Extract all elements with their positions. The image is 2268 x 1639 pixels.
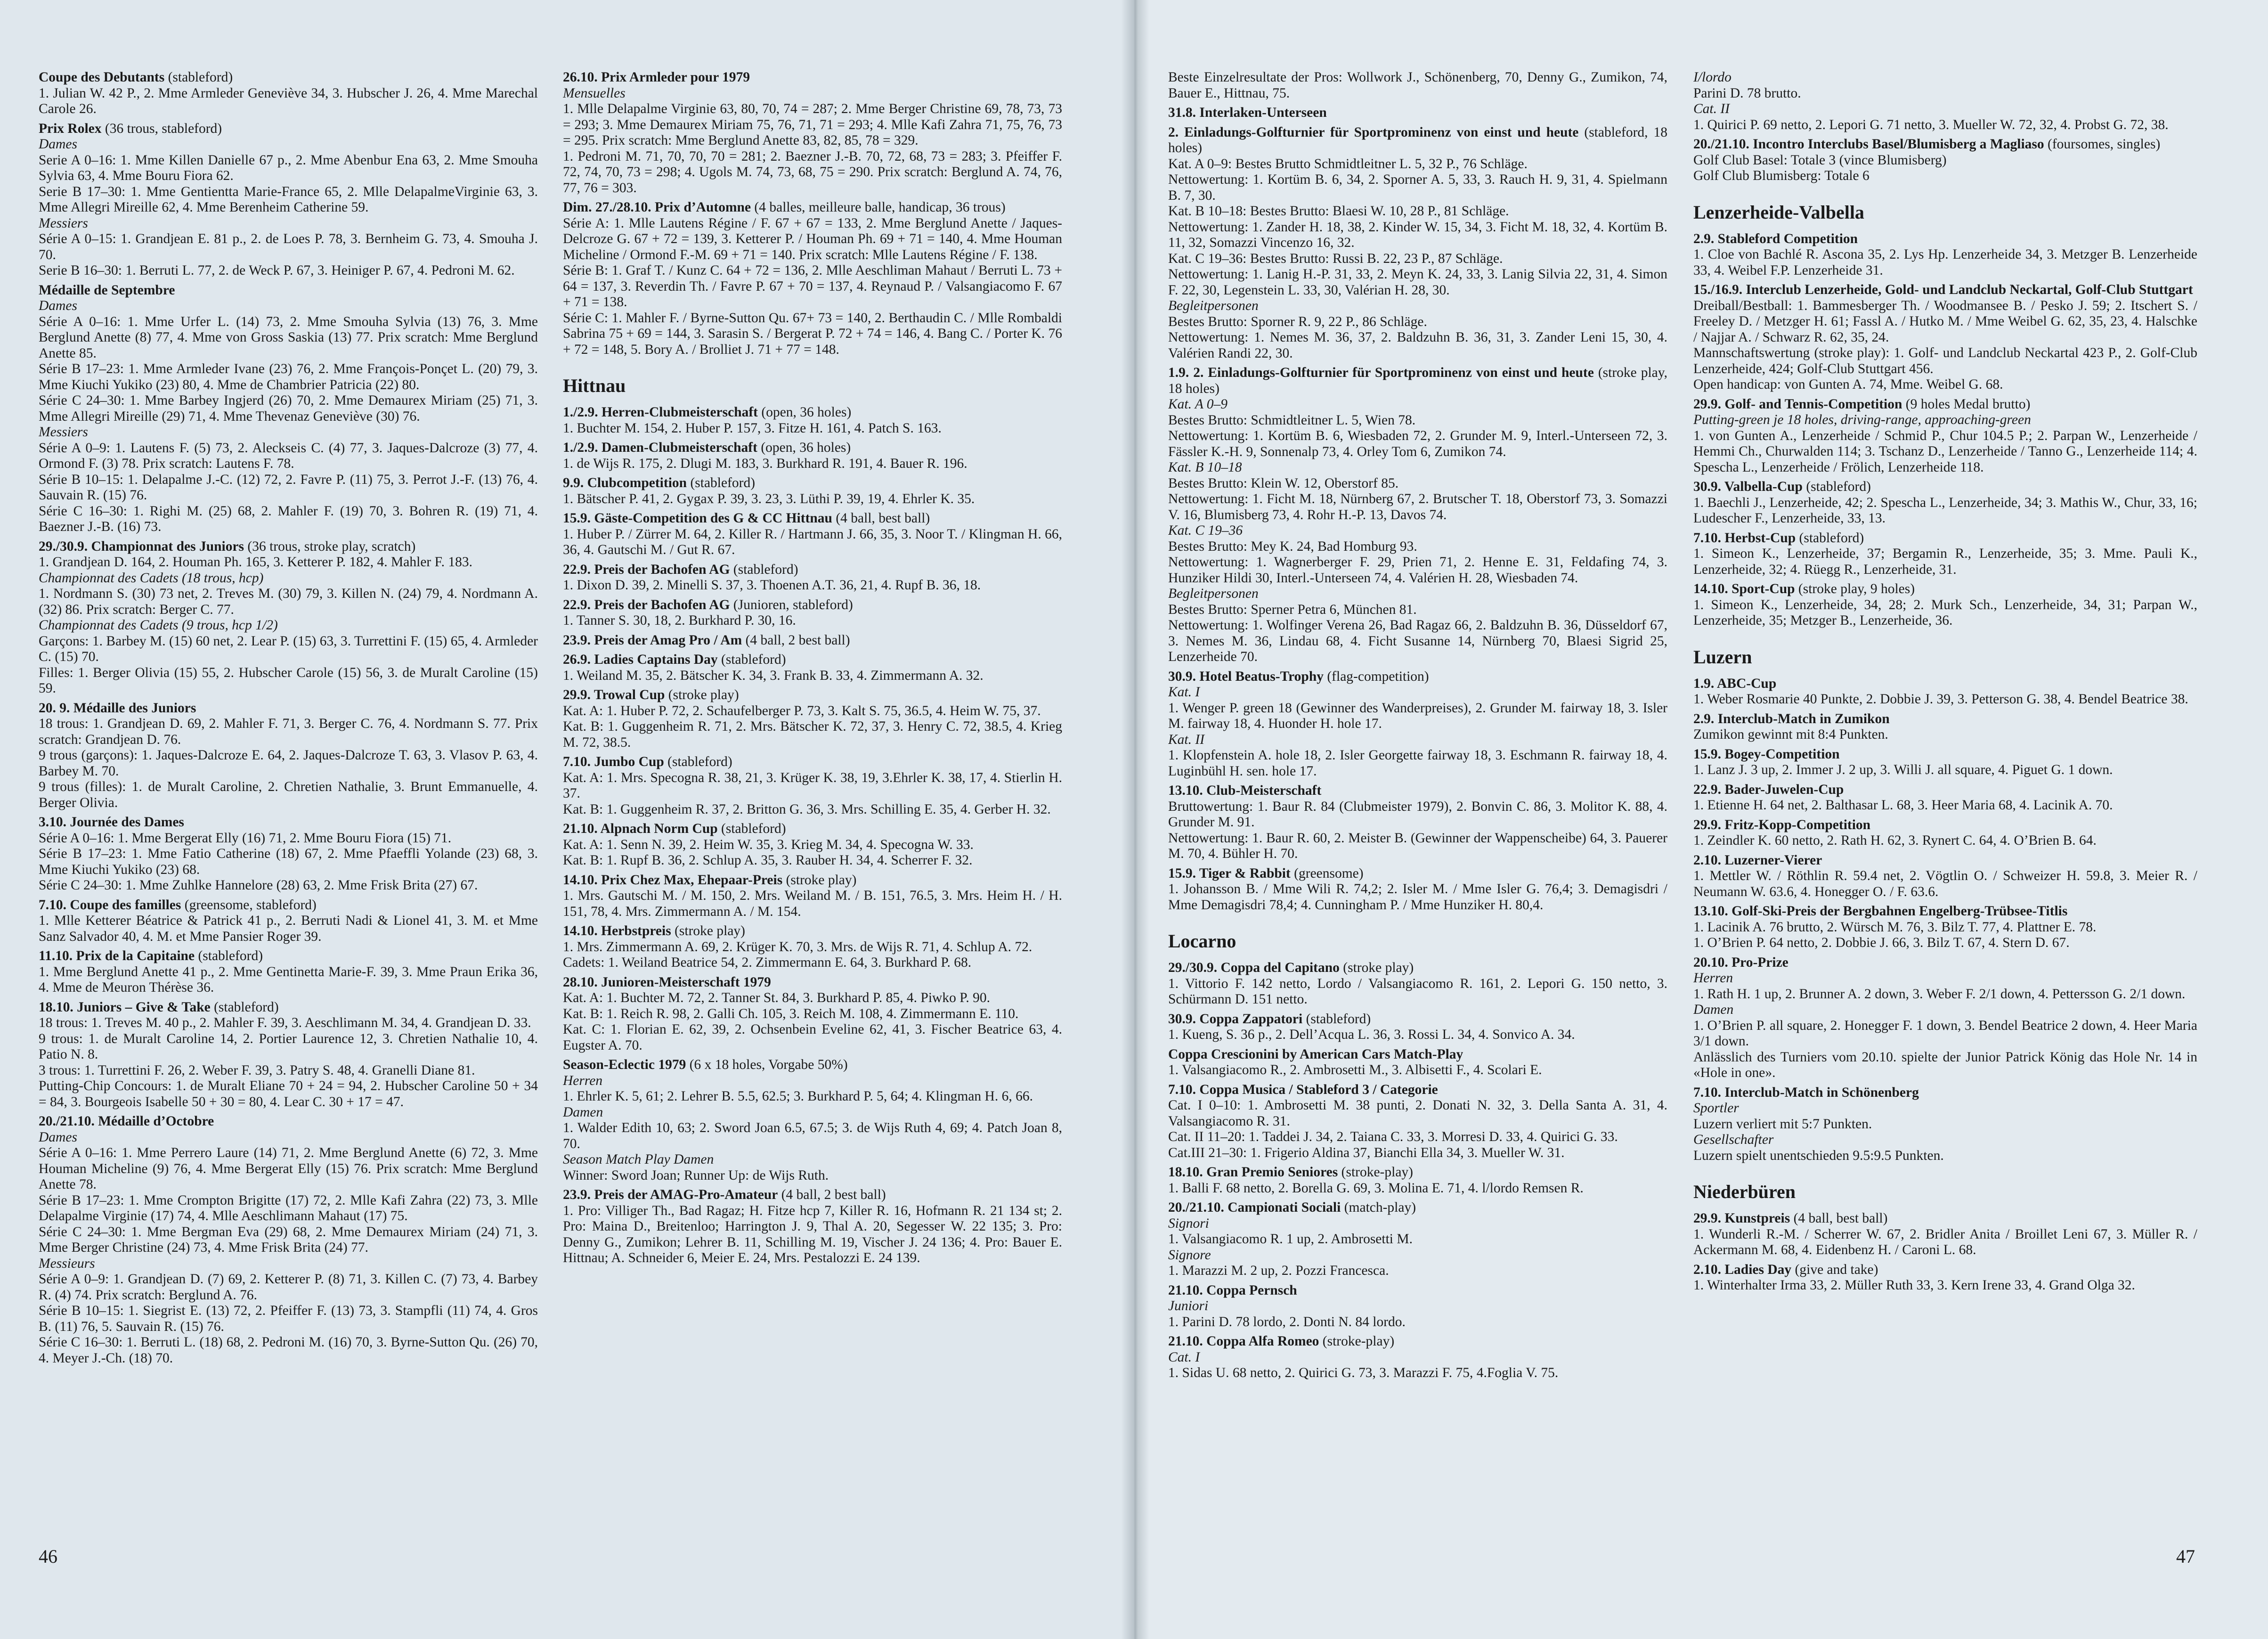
- entry-heading: 20./21.10. Campionati Sociali (match-play): [1168, 1200, 1416, 1215]
- result-line: Nettowertung: 1. Zander H. 18, 38, 2. Kinder W. 15, 34, 3. Ficht M. 18, 32, 4. Kortüm B. 11, 32, Somazzi Vincenzo 16, 32.: [1168, 219, 1667, 250]
- page-number-right: 47: [2176, 1546, 2195, 1567]
- result-line: 1. Mrs. Gautschi M. / M. 150, 2. Mrs. Weiland M. / B. 151, 76.5, 3. Mrs. Heim H. / H. 151, 78, 4. Mrs. Zimmermann A. / M. 154.: [563, 888, 1062, 919]
- result-line: 1. Tanner S. 30, 18, 2. Burkhard P. 30, 16.: [563, 613, 796, 628]
- entry-heading: 14.10. Herbstpreis (stroke play): [563, 923, 745, 938]
- category-label: Damen: [563, 1104, 603, 1120]
- result-line: Serie B 17–30: 1. Mme Gentientta Marie-France 65, 2. Mlle DelapalmeVirginie 63, 3. Mme Allegri Mireille 62, 4. Mme Berenheim Catherine 59.: [39, 184, 538, 215]
- results-entry: [1693, 904, 2197, 951]
- result-line: 1. Johansson B. / Mme Wili R. 74,2; 2. Isler M. / Mme Isler G. 76,4; 3. Demagisdri / Mme Demagisdri 78,4; 4. Cunningham P. / Mme Hunziker H. 80,4.: [1168, 881, 1667, 913]
- entry-heading: 7.10. Interclub-Match in Schönenberg: [1693, 1085, 1919, 1100]
- page-number-left: 46: [39, 1546, 57, 1567]
- category-label: Gesellschafter: [1693, 1132, 1774, 1147]
- result-line: 1. Simeon K., Lenzerheide, 37; Bergamin R., Lenzerheide, 35; 3. Mme. Pauli K., Lenzerheide, 32; 4. Rüegg R., Lenzerheide, 31.: [1693, 546, 2197, 577]
- result-line: Série B 10–15: 1. Delapalme J.-C. (12) 72, 2. Favre P. (11) 75, 3. Perrot J.-F. (13) 76, 4. Sauvain R. (15) 76.: [39, 472, 538, 503]
- result-line: 1. Buchter M. 154, 2. Huber P. 157, 3. Fitze H. 161, 4. Patch S. 163.: [563, 420, 942, 436]
- section-heading: Niederbüren: [1693, 1181, 1796, 1202]
- category-label: Herren: [1693, 970, 1733, 986]
- results-entry: [1693, 397, 2197, 476]
- results-entry: [1168, 960, 1667, 1008]
- result-line: Série A 0–9: 1. Lautens F. (5) 73, 2. Aleckseis C. (4) 77, 3. Jaques-Dalcroze (3) 77, 4. Ormond F. (3) 78. Prix scratch: Lautens F. 78.: [39, 440, 538, 471]
- entry-heading: 21.10. Coppa Pernsch: [1168, 1282, 1297, 1298]
- entry-heading: 15.9. Bogey-Competition: [1693, 746, 1840, 762]
- result-line: 1. O’Brien P. all square, 2. Honegger F. 1 down, 3. Bendel Beatrice 2 down, 4. Heer Maria 3/1 down.: [1693, 1018, 2197, 1049]
- entry-heading: 13.10. Golf-Ski-Preis der Bergbahnen Engelberg-Trübsee-Titlis: [1693, 904, 2068, 919]
- entry-heading: 18.10. Gran Premio Seniores (stroke-play): [1168, 1165, 1413, 1180]
- result-line: 1. Grandjean D. 164, 2. Houman Ph. 165, 3. Ketterer P. 182, 4. Mahler F. 183.: [39, 554, 473, 570]
- entry-heading: 3.10. Journée des Dames: [39, 815, 184, 830]
- category-label: Kat. B 10–18: [1168, 460, 1242, 475]
- entry-heading: 1.9. ABC-Cup: [1693, 676, 1777, 691]
- results-entry: [563, 405, 1062, 436]
- entry-heading: 28.10. Junioren-Meisterschaft 1979: [563, 974, 771, 990]
- result-line: Kat. B: 1. Reich R. 98, 2. Galli Ch. 105, 3. Reich M. 108, 4. Zimmermann E. 110.: [563, 1006, 1019, 1021]
- result-line: 1. Dixon D. 39, 2. Minelli S. 37, 3. Thoenen A.T. 36, 21, 4. Rupf B. 36, 18.: [563, 578, 981, 593]
- result-line: 1. Cloe von Bachlé R. Ascona 35, 2. Lys Hp. Lenzerheide 34, 3. Metzger B. Lenzerheide 33, 4. Weibel F.P. Lenzerheide 31.: [1693, 247, 2197, 278]
- result-line: 1. Mlle Delapalme Virginie 63, 80, 70, 74 = 287; 2. Mme Berger Christine 69, 78, 73, 73 = 293; 3. Mme Demaurex Miriam 75, 76, 71, 71 = 293; 4. Mlle Kafi Zahra 71, 75, 76, 73 = 295. Prix scratch: Mme Berglund Anette 83, 82, 85, 78 = 329.: [563, 101, 1062, 148]
- results-entry: [39, 1114, 538, 1366]
- results-entry: [1168, 1011, 1667, 1043]
- result-line: 1. Nordmann S. (30) 73 net, 2. Treves M. (30) 79, 3. Killen N. (24) 79, 4. Nordmann A. (32) 86. Prix scratch: Berger C. 77.: [39, 586, 538, 617]
- result-line: Série C 24–30: 1. Mme Barbey Ingjerd (26) 70, 2. Mme Demaurex Miriam (25) 71, 3. Mme Allegri Mireille (29) 71, 4. Mme Thevenaz Geneviève (30) 76.: [39, 393, 538, 424]
- category-label: Dames: [39, 298, 77, 313]
- entry-heading: 26.9. Ladies Captains Day (stableford): [563, 652, 786, 667]
- result-line: Bestes Brutto: Klein W. 12, Oberstorf 85.: [1168, 475, 1399, 491]
- book-gutter: [1121, 0, 1149, 1639]
- result-line: Open handicap: von Gunten A. 74, Mme. Weibel G. 68.: [1693, 377, 2003, 392]
- column-2: [563, 70, 1062, 1270]
- result-line: Nettowertung: 1. Kortüm B. 6, 34, 2. Sporner A. 5, 33, 3. Rauch H. 9, 31, 4. Spielmann B. 7, 30.: [1168, 172, 1667, 203]
- entry-heading: 30.9. Coppa Zappatori (stableford): [1168, 1011, 1371, 1027]
- results-entry: [1693, 711, 2197, 743]
- results-entry: [1168, 866, 1667, 913]
- result-line: Dreiball/Bestball: 1. Bammesberger Th. / Woodmansee B. / Pesko J. 59; 2. Itschert S. / Freeley D. / Metzger H. 61; Fassl A. / Hutko M. / Mme Weibel G. 62, 35, 23, 4. Halschke / Najjar A. / Schwarz R. 62, 35, 24.: [1693, 298, 2197, 345]
- results-entry: [1168, 1047, 1667, 1078]
- result-line: 1. Weber Rosmarie 40 Punkte, 2. Dobbie J. 39, 3. Petterson G. 38, 4. Bendel Beatrice 38.: [1693, 692, 2188, 707]
- result-line: Série B 10–15: 1. Siegrist E. (13) 72, 2. Pfeiffer F. (13) 73, 3. Stampfli (11) 74, 4. Gros B. (11) 76, 5. Sauvain R. (15) 76.: [39, 1303, 538, 1334]
- results-entry: [1168, 1334, 1667, 1381]
- result-line: Série A: 1. Mlle Lautens Régine / F. 67 + 67 = 133, 2. Mme Berglund Anette / Jaques-Delcroze G. 67 + 72 = 139, 3. Ketterer P. / Houman Ph. 69 + 71 = 140, 4. Mme Houman Micheline / Ormond F.-M. 69 + 71 = 140. Prix scratch: Mlle Lautens Régine / F. 138.: [563, 215, 1062, 262]
- entry-heading: 22.9. Preis der Bachofen AG (stableford): [563, 562, 798, 577]
- category-label: Cat. II: [1693, 101, 1730, 116]
- results-entry: [563, 754, 1062, 817]
- results-entry: [1693, 1262, 2197, 1294]
- result-line: 1. Wunderli R.-M. / Scherrer W. 67, 2. Bridler Anita / Broillet Leni 67, 3. Müller R. / Ackermann M. 68, 4. Eidenbenz H. / Caroni L. 68.: [1693, 1226, 2197, 1257]
- category-label: Putting-green je 18 holes, driving-range, approaching-green: [1693, 412, 2031, 427]
- result-line: Série C: 1. Mahler F. / Byrne-Sutton Qu. 67+ 73 = 140, 2. Berthaudin C. / Mlle Rombaldi Sabrina 75 + 69 = 144, 3. Sarasin S. / Bergerat P. 72 + 74 = 146, 4. Bang C. / Porter K. 76 + 72 = 148, 5. Bory A. / Brolliet J. 71 + 77 = 148.: [563, 310, 1062, 357]
- entry-heading: 22.9. Bader-Juwelen-Cup: [1693, 782, 1844, 797]
- result-line: Série A 0–16: 1. Mme Urfer L. (14) 73, 2. Mme Smouha Sylvia (13) 76, 3. Mme Berglund Anette (8) 77, 4. Mme von Gross Saskia (13) 77. Prix scratch: Mme Berglund Anette 85.: [39, 314, 538, 361]
- entry-heading: 21.10. Alpnach Norm Cup (stableford): [563, 821, 786, 836]
- category-label: Championnat des Cadets (9 trous, hcp 1/2): [39, 618, 278, 633]
- entry-heading: 22.9. Preis der Bachofen AG (Junioren, stableford): [563, 597, 853, 612]
- result-line: 1. Parini D. 78 lordo, 2. Donti N. 84 lordo.: [1168, 1314, 1406, 1329]
- entry-heading: 29./30.9. Coppa del Capitano (stroke play): [1168, 960, 1414, 975]
- category-label: Championnat des Cadets (18 trous, hcp): [39, 570, 264, 586]
- results-entry: [563, 200, 1062, 358]
- entry-heading: Coppa Crescionini by American Cars Match-Play: [1168, 1046, 1463, 1062]
- entry-heading: 7.10. Coupe des familles (greensome, stableford): [39, 897, 317, 913]
- result-line: 1. Lanz J. 3 up, 2. Immer J. 2 up, 3. Willi J. all square, 4. Piguet G. 1 down.: [1693, 762, 2113, 777]
- results-entry: [1693, 676, 2197, 708]
- entry-heading: 26.10. Prix Armleder pour 1979: [563, 70, 750, 85]
- entry-heading: Dim. 27./28.10. Prix d’Automne (4 balles, meilleure balle, handicap, 36 trous): [563, 200, 1006, 215]
- result-line: Kat. A 0–9: Bestes Brutto Schmidtleitner L. 5, 32 P., 76 Schläge.: [1168, 156, 1528, 171]
- results-entry: [39, 121, 538, 279]
- result-line: Série C 24–30: 1. Mme Zuhlke Hannelore (28) 63, 2. Mme Frisk Brita (27) 67.: [39, 878, 478, 893]
- column-1: [39, 70, 538, 1370]
- results-entry: [563, 923, 1062, 971]
- category-label: Begleitpersonen: [1168, 586, 1259, 601]
- result-line: Kat. A: 1. Buchter M. 72, 2. Tanner St. 84, 3. Burkhard P. 85, 4. Piwko P. 90.: [563, 990, 990, 1005]
- result-line: 1. Lacinik A. 76 brutto, 2. Würsch M. 76, 3. Bilz T. 77, 4. Plattner E. 78.: [1693, 919, 2097, 935]
- entry-heading: 2.9. Stableford Competition: [1693, 231, 1858, 246]
- result-line: Kat. C 19–36: Bestes Brutto: Russi B. 22, 23 P., 87 Schläge.: [1168, 251, 1503, 266]
- result-line: 1. Etienne H. 64 net, 2. Balthasar L. 68, 3. Heer Maria 68, 4. Lacinik A. 70.: [1693, 798, 2113, 813]
- result-line: 1. Simeon K., Lenzerheide, 34, 28; 2. Murk Sch., Lenzerheide, 34, 31; Parpan W., Lenzerheide, 35; Metzger B., Lenzerheide, 36.: [1693, 597, 2197, 628]
- results-entry: [39, 70, 538, 117]
- result-line: Bestes Brutto: Sporner R. 9, 22 P., 86 Schläge.: [1168, 314, 1427, 329]
- category-label: Kat. C 19–36: [1168, 523, 1243, 538]
- result-line: Série B 17–23: 1. Mme Armleder Ivane (23) 76, 2. Mme François-Ponçet L. (20) 79, 3. Mme Kiuchi Yukiko (23) 80, 4. Mme de Chambrier Patricia (22) 80.: [39, 361, 538, 392]
- result-line: Golf Club Basel: Totale 3 (vince Blumisberg): [1693, 152, 1947, 168]
- results-entry: [1168, 105, 1667, 121]
- entry-heading: Prix Rolex (36 trous, stableford): [39, 121, 222, 136]
- result-line: Kat. B 10–18: Bestes Brutto: Blaesi W. 10, 28 P., 81 Schläge.: [1168, 204, 1509, 219]
- entry-heading: 20. 9. Médaille des Juniors: [39, 700, 196, 716]
- entry-heading: 15.9. Tiger & Rabbit (greensome): [1168, 865, 1364, 881]
- entry-heading: 30.9. Valbella-Cup (stableford): [1693, 479, 1871, 494]
- result-line: Série A 0–16: 1. Mme Bergerat Elly (16) 71, 2. Mme Bouru Fiora (15) 71.: [39, 830, 452, 846]
- entry-heading: 2.10. Luzerner-Vierer: [1693, 852, 1822, 868]
- result-line: Série A 0–15: 1. Grandjean E. 81 p., 2. de Loes P. 78, 3. Bernheim G. 73, 4. Smouha J. 70.: [39, 231, 538, 262]
- result-line: Luzern verliert mit 5:7 Punkten.: [1693, 1116, 1872, 1132]
- category-label: Messiers: [39, 424, 88, 440]
- result-line: 1. Mrs. Zimmermann A. 69, 2. Krüger K. 70, 3. Mrs. de Wijs R. 71, 4. Schlup A. 72.: [563, 939, 1032, 954]
- section-heading: Locarno: [1168, 930, 1236, 952]
- result-line: Kat. C: 1. Florian E. 62, 39, 2. Ochsenbein Eveline 62, 41, 3. Fischer Beatrice 63, 4. Eugster A. 70.: [563, 1022, 1062, 1053]
- results-entry: [563, 597, 1062, 629]
- entry-heading: 14.10. Prix Chez Max, Ehepaar-Preis (stroke play): [563, 872, 857, 888]
- results-entry: [39, 1000, 538, 1110]
- results-entry: [39, 539, 538, 697]
- result-line: Kat. B: 1. Rupf B. 36, 2. Schlup A. 35, 3. Rauber H. 34, 4. Scherrer F. 32.: [563, 853, 973, 868]
- entry-heading: 18.10. Juniors – Give & Take (stableford): [39, 999, 279, 1015]
- category-label: Herren: [563, 1073, 603, 1088]
- results-entry: [39, 283, 538, 535]
- results-entry: [1693, 530, 2197, 578]
- results-entry: [1693, 282, 2197, 393]
- entry-heading: 7.10. Jumbo Cup (stableford): [563, 754, 732, 769]
- category-label: Mensuelles: [563, 85, 626, 101]
- result-line: 9 trous: 1. de Muralt Caroline 14, 2. Portier Laurence 12, 3. Chretien Nathalie 10, 4. Patio N. 8.: [39, 1031, 538, 1062]
- result-line: Filles: 1. Berger Olivia (15) 55, 2. Hubscher Carole (15) 56, 3. de Muralt Caroline (15) 59.: [39, 665, 538, 696]
- result-line: 1. Walder Edith 10, 63; 2. Sword Joan 6.5, 67.5; 3. de Wijs Ruth 4, 69; 4. Patch Joan 8, 70.: [563, 1120, 1062, 1151]
- result-line: Putting-Chip Concours: 1. de Muralt Eliane 70 + 24 = 94, 2. Hubscher Caroline 50 + 34 = 84, 3. Bourgeois Isabelle 50 + 30 = 80, 4. Lear C. 30 + 17 = 47.: [39, 1078, 538, 1109]
- result-line: 1. Baechli J., Lenzerheide, 42; 2. Spescha L., Lenzerheide, 34; 3. Mathis W., Chur, 33, 16; Ludescher F., Lenzerheide, 33, 13.: [1693, 495, 2197, 526]
- results-entry: [563, 975, 1062, 1054]
- result-line: 1. Pedroni M. 71, 70, 70, 70 = 281; 2. Baezner J.-B. 70, 72, 68, 73 = 283; 3. Pfeiffer F. 72, 74, 70, 73 = 298; 4. Ugols M. 74, 73, 68, 75 = 290. Prix scratch: Berglund A. 74, 76, 77, 76 = 303.: [563, 148, 1062, 196]
- entry-heading: 11.10. Prix de la Capitaine (stableford): [39, 948, 263, 963]
- result-line: Serie B 16–30: 1. Berruti L. 77, 2. de Weck P. 67, 3. Heiniger P. 67, 4. Pedroni M. 62.: [39, 263, 515, 278]
- results-entry: [1693, 137, 2197, 184]
- result-line: Cat. I 0–10: 1. Ambrosetti M. 38 punti, 2. Donati N. 32, 3. Della Santa A. 31, 4. Valsangiacomo R. 31.: [1168, 1098, 1667, 1129]
- result-line: Golf Club Blumisberg: Totale 6: [1693, 168, 1870, 183]
- result-line: 1. Vittorio F. 142 netto, Lordo / Valsangiacomo R. 161, 2. Lepori G. 150 netto, 3. Schürmann D. 151 netto.: [1168, 976, 1667, 1007]
- results-entry: [563, 633, 1062, 649]
- result-line: 1. Weiland M. 35, 2. Bätscher K. 34, 3. Frank B. 33, 4. Zimmermann A. 32.: [563, 668, 984, 683]
- result-line: 18 trous: 1. Grandjean D. 69, 2. Mahler F. 71, 3. Berger C. 76, 4. Nordmann S. 77. Prix scratch: Grandjean D. 76.: [39, 716, 538, 747]
- result-line: 1. Zeindler K. 60 netto, 2. Rath H. 62, 3. Rynert C. 64, 4. O’Brien B. 64.: [1693, 833, 2097, 848]
- results-entry: [1168, 783, 1667, 862]
- result-line: 1. Mlle Ketterer Béatrice & Patrick 41 p., 2. Berruti Nadi & Lionel 41, 3. M. et Mme Sanz Salvador 40, 4. M. et Mme Pansier Roger 39.: [39, 913, 538, 944]
- results-entry: [563, 475, 1062, 507]
- column-4: [1693, 70, 2197, 1297]
- result-line: Nettowertung: 1. Nemes M. 36, 37, 2. Baldzuhn B. 36, 31, 3. Zander Leni 15, 30, 4. Valérien Randi 22, 30.: [1168, 330, 1667, 361]
- category-label: Season Match Play Damen: [563, 1152, 714, 1167]
- results-entry: [1168, 1283, 1667, 1330]
- entry-heading: 29./30.9. Championnat des Juniors (36 trous, stroke play, scratch): [39, 538, 416, 554]
- result-line: Cadets: 1. Weiland Beatrice 54, 2. Zimmermann E. 64, 3. Burkhard P. 68.: [563, 955, 972, 970]
- entry-heading: 29.9. Golf- and Tennis-Competition (9 holes Medal brutto): [1693, 396, 2031, 412]
- results-entry: [1168, 669, 1667, 780]
- category-label: Dames: [39, 137, 77, 152]
- result-line: Série C 16–30: 1. Righi M. (25) 68, 2. Mahler F. (19) 70, 3. Bohren R. (19) 71, 4. Baezner J.-B. (16) 73.: [39, 503, 538, 534]
- results-entry: [1693, 782, 2197, 814]
- results-entry: [1693, 747, 2197, 778]
- entry-heading: 23.9. Preis der Amag Pro / Am (4 ball, 2 best ball): [563, 632, 850, 648]
- result-line: 1. Huber P. / Zürrer M. 64, 2. Killer R. / Hartmann J. 66, 35, 3. Noor T. / Klingman H. 66, 36, 4. Gautschi M. / Gut R. 67.: [563, 526, 1062, 557]
- entry-heading: 23.9. Preis der AMAG-Pro-Amateur (4 ball, 2 best ball): [563, 1187, 886, 1202]
- result-line: Bestes Brutto: Schmidtleitner L. 5, Wien 78.: [1168, 412, 1416, 428]
- results-entry: [39, 815, 538, 894]
- results-entry: [1168, 1200, 1667, 1279]
- category-label: Kat. A 0–9: [1168, 397, 1227, 412]
- entry-heading: 29.9. Fritz-Kopp-Competition: [1693, 817, 1871, 832]
- results-entry: [39, 948, 538, 996]
- result-line: Anlässlich des Turniers vom 20.10. spielte der Junior Patrick König das Hole Nr. 14 in «Hole in one».: [1693, 1049, 2197, 1080]
- result-line: 1. Sidas U. 68 netto, 2. Quirici G. 73, 3. Marazzi F. 75, 4.Foglia V. 75.: [1168, 1365, 1559, 1380]
- result-line: 1. Rath H. 1 up, 2. Brunner A. 2 down, 3. Weber F. 2/1 down, 4. Pettersson G. 2/1 down.: [1693, 986, 2186, 1002]
- section-heading: Hittnau: [563, 375, 626, 396]
- results-entry: [1693, 70, 2197, 133]
- section-heading: Luzern: [1693, 646, 1752, 668]
- result-line: 1. Mettler W. / Röthlin R. 59.4 net, 2. Vögtlin O. / Schweizer H. 59.8, 3. Meier R. / Neumann W. 63.6, 4. Honegger O. / F. 63.6.: [1693, 868, 2197, 899]
- result-line: Kat. A: 1. Mrs. Specogna R. 38, 21, 3. Krüger K. 38, 19, 3.Ehrler K. 38, 17, 4. Stierlin H. 37.: [563, 770, 1062, 801]
- entry-heading: 1./2.9. Damen-Clubmeisterschaft (open, 36 holes): [563, 440, 851, 455]
- entry-heading: 2.9. Interclub-Match in Zumikon: [1693, 711, 1890, 726]
- entry-heading: 30.9. Hotel Beatus-Trophy (flag-competition): [1168, 669, 1429, 684]
- entry-heading: 1./2.9. Herren-Clubmeisterschaft (open, 36 holes): [563, 405, 852, 420]
- result-line: Winner: Sword Joan; Runner Up: de Wijs Ruth.: [563, 1167, 829, 1183]
- results-entry: [1693, 955, 2197, 1081]
- result-line: Nettowertung: 1. Kortüm B. 6, Wiesbaden 72, 2. Grunder M. 9, Interl.-Unterseen 72, 3. Fässler K.-H. 9, Sonnenalp 73, 4. Orley Tom 6, Zumikon 74.: [1168, 428, 1667, 459]
- entry-heading: 14.10. Sport-Cup (stroke play, 9 holes): [1693, 581, 1915, 596]
- entry-heading: 20.10. Pro-Prize: [1693, 954, 1788, 970]
- entry-heading: 7.10. Coppa Musica / Stableford 3 / Categorie: [1168, 1082, 1438, 1097]
- result-line: Cat.III 21–30: 1. Frigerio Aldina 37, Bianchi Ella 34, 3. Mueller W. 31.: [1168, 1145, 1565, 1160]
- results-entry: [1693, 1085, 2197, 1164]
- entry-heading: 9.9. Clubcompetition (stableford): [563, 475, 756, 490]
- entry-heading: 21.10. Coppa Alfa Romeo (stroke-play): [1168, 1334, 1395, 1349]
- result-line: Nettowertung: 1. Wolfinger Verena 26, Bad Ragaz 66, 2. Baldzuhn B. 36, Düsseldorf 67, 3. Nemes M. 36, Lindau 68, 4. Ficht Susanne 14, Nürnberg 70, Blaesi Sigrid 25, Lenzerheide 70.: [1168, 618, 1667, 664]
- category-label: Juniori: [1168, 1298, 1209, 1313]
- result-line: Bestes Brutto: Mey K. 24, Bad Homburg 93.: [1168, 538, 1417, 554]
- category-label: Damen: [1693, 1002, 1734, 1017]
- results-entry: [563, 1187, 1062, 1266]
- column-3: [1168, 70, 1667, 1385]
- results-entry: [563, 873, 1062, 920]
- result-line: Garçons: 1. Barbey M. (15) 60 net, 2. Lear P. (15) 63, 3. Turrettini F. (15) 65, 4. Armleder C. (15) 70.: [39, 633, 538, 664]
- result-line: 1. Klopfenstein A. hole 18, 2. Isler Georgette fairway 18, 3. Eschmann R. fairway 18, 4. Luginbühl H. sen. hole 17.: [1168, 748, 1667, 779]
- result-line: 9 trous (filles): 1. de Muralt Caroline, 2. Chretien Nathalie, 3. Brunt Emmanuelle, 4. Berger Olivia.: [39, 779, 538, 810]
- entry-heading: 20./21.10. Médaille d’Octobre: [39, 1114, 214, 1129]
- results-entry: [1168, 1082, 1667, 1161]
- results-entry: [563, 687, 1062, 750]
- results-entry: [1693, 231, 2197, 279]
- result-line: 1. Valsangiacomo R. 1 up, 2. Ambrosetti M.: [1168, 1231, 1413, 1247]
- category-label: Messiers: [39, 215, 88, 231]
- category-label: Messieurs: [39, 1256, 95, 1271]
- result-line: 1. Marazzi M. 2 up, 2. Pozzi Francesca.: [1168, 1263, 1389, 1278]
- results-entry: [1693, 479, 2197, 527]
- entry-heading: 31.8. Interlaken-Unterseen: [1168, 105, 1327, 120]
- entry-heading: 7.10. Herbst-Cup (stableford): [1693, 530, 1864, 546]
- result-line: 3 trous: 1. Turrettini F. 26, 2. Weber F. 39, 3. Patry S. 48, 4. Granelli Diane 81.: [39, 1062, 475, 1078]
- category-label: Cat. I: [1168, 1349, 1200, 1365]
- result-line: 1. Valsangiacomo R., 2. Ambrosetti M., 3. Albisetti F., 4. Scolari E.: [1168, 1062, 1542, 1077]
- results-entry: [1168, 365, 1667, 665]
- result-line: 1. Winterhalter Irma 33, 2. Müller Ruth 33, 3. Kern Irene 33, 4. Grand Olga 32.: [1693, 1278, 2135, 1293]
- results-entry: [1168, 70, 1667, 101]
- left-page: [0, 0, 1128, 1639]
- section-heading: Lenzerheide-Valbella: [1693, 201, 1864, 223]
- result-line: 1. von Gunten A., Lenzerheide / Schmid P., Chur 104.5 P.; 2. Parpan W., Lenzerheide / Hemmi Ch., Churwalden 114; 3. Tschanz D., Lenzerheide / Tanno G., Lenzerheide 114; 4. Spescha L., Lenzerheide / Frölich, Lenzerheide 118.: [1693, 428, 2197, 475]
- results-entry: [563, 70, 1062, 196]
- result-line: 1. O’Brien P. 64 netto, 2. Dobbie J. 66, 3. Bilz T. 67, 4. Stern D. 67.: [1693, 935, 2070, 950]
- results-entry: [1693, 853, 2197, 900]
- result-line: Série B 17–23: 1. Mme Fatio Catherine (18) 67, 2. Mme Pfaeffli Yolande (23) 68, 3. Mme Kiuchi Yukiko (23) 68.: [39, 846, 538, 877]
- category-label: Begleitpersonen: [1168, 298, 1259, 313]
- results-entry: [563, 821, 1062, 869]
- result-line: Kat. A: 1. Senn N. 39, 2. Heim W. 35, 3. Krieg M. 34, 4. Specogna W. 33.: [563, 837, 974, 852]
- entry-heading: Coupe des Debutants (stableford): [39, 70, 233, 85]
- entry-heading: Médaille de Septembre: [39, 282, 175, 298]
- results-entry: [563, 562, 1062, 594]
- result-line: Série A 0–16: 1. Mme Perrero Laure (14) 71, 2. Mme Berglund Anette (6) 72, 3. Mme Houman Micheline (9) 76, 4. Mme Bergerat Elly (15) 76. Prix scratch: Mme Berglund Anette 78.: [39, 1145, 538, 1192]
- result-line: Serie A 0–16: 1. Mme Killen Danielle 67 p., 2. Mme Abenbur Ena 63, 2. Mme Smouha Sylvia 63, 4. Mme Bouru Fiora 62.: [39, 152, 538, 183]
- result-line: Nettowertung: 1. Lanig H.-P. 31, 33, 2. Meyn K. 24, 33, 3. Lanig Silvia 22, 31, 4. Simon F. 22, 30, Legenstein L. 33, 30, Valérian H. 28, 30.: [1168, 267, 1667, 298]
- category-label: Kat. I: [1168, 685, 1200, 700]
- result-line: Beste Einzelresultate der Pros: Wollwork J., Schönenberg, 70, Denny G., Zumikon, 74, Bauer E., Hittnau, 75.: [1168, 70, 1667, 101]
- results-entry: [1168, 125, 1667, 362]
- result-line: Kat. A: 1. Huber P. 72, 2. Schaufelberger P. 73, 3. Kalt S. 75, 36.5, 4. Heim W. 75, 37.: [563, 703, 1041, 718]
- result-line: 9 trous (garçons): 1. Jaques-Dalcroze E. 64, 2. Jaques-Dalcroze T. 63, 3. Vlasov P. 63, 4. Barbey M. 70.: [39, 748, 538, 779]
- category-label: Kat. II: [1168, 732, 1205, 747]
- result-line: Kat. B: 1. Guggenheim R. 37, 2. Britton G. 36, 3. Mrs. Schilling E. 35, 4. Gerber H. 32.: [563, 801, 1051, 817]
- result-line: Nettowertung: 1. Baur R. 60, 2. Meister B. (Gewinner der Wappenscheibe) 64, 3. Pauerer M. 70, 4. Bühler H. 70.: [1168, 830, 1667, 861]
- results-entry: [1693, 1211, 2197, 1258]
- entry-heading: 1.9. 2. Einladungs-Golfturnier für Sportprominenz von einst und heute (stroke play, 18 holes): [1168, 365, 1667, 396]
- result-line: Mannschaftswertung (stroke play): 1. Golf- und Landclub Neckartal 423 P., 2. Golf-Club Lenzerheide, 424; Golf-Club Stuttgart 456.: [1693, 345, 2197, 376]
- results-entry: [1168, 1165, 1667, 1196]
- result-line: Bestes Brutto: Sperner Petra 6, München 81.: [1168, 602, 1417, 617]
- category-label: Signore: [1168, 1247, 1211, 1263]
- results-entry: [1693, 817, 2197, 849]
- entry-heading: 13.10. Club-Meisterschaft: [1168, 783, 1322, 798]
- result-line: 1. Julian W. 42 P., 2. Mme Armleder Geneviève 34, 3. Hubscher J. 26, 4. Mme Marechal Carole 26.: [39, 85, 538, 116]
- result-line: Nettowertung: 1. Wagnerberger F. 29, Prien 71, 2. Henne E. 31, Feldafing 74, 3. Hunziker Hildi 30, Interl.-Unterseen 74, 4. Valérien H. 28, Wiesbaden 74.: [1168, 554, 1667, 586]
- result-line: 1. Mme Berglund Anette 41 p., 2. Mme Gentinetta Marie-F. 39, 3. Mme Praun Erika 36, 4. Mme de Meuron Thérèse 36.: [39, 964, 538, 995]
- category-label: Sportler: [1693, 1101, 1739, 1116]
- result-line: 18 trous: 1. Treves M. 40 p., 2. Mahler F. 39, 3. Aeschlimann M. 34, 4. Grandjean D. 33.: [39, 1015, 531, 1030]
- results-entry: [563, 440, 1062, 472]
- entry-heading: 29.9. Trowal Cup (stroke play): [563, 687, 739, 702]
- result-line: Série B 17–23: 1. Mme Crompton Brigitte (17) 72, 2. Mlle Kafi Zahra (22) 73, 3. Mlle Delapalme Virginie (17) 74, 4. Mlle Aeschlimann Mahaut (17) 75.: [39, 1192, 538, 1223]
- right-page: [1140, 0, 2268, 1639]
- result-line: Série B: 1. Graf T. / Kunz C. 64 + 72 = 136, 2. Mlle Aeschliman Mahaut / Berruti L. 73 + 64 = 137, 3. Reverdin Th. / Favre P. 67 + 70 = 137, 4. Reynaud P. / Valsangiacomo F. 67 + 71 = 138.: [563, 263, 1062, 310]
- entry-heading: 2.10. Ladies Day (give and take): [1693, 1262, 1878, 1277]
- results-entry: [39, 897, 538, 945]
- entry-heading: 20./21.10. Incontro Interclubs Basel/Blumisberg a Magliaso (foursomes, singles): [1693, 137, 2161, 152]
- result-line: 1. Kueng, S. 36 p., 2. Dell’Acqua L. 36, 3. Rossi L. 34, 4. Sonvico A. 34.: [1168, 1027, 1575, 1042]
- entry-heading: 15./16.9. Interclub Lenzerheide, Gold- und Landclub Neckartal, Golf-Club Stuttgart: [1693, 282, 2193, 297]
- result-line: 1. Quirici P. 69 netto, 2. Lepori G. 71 netto, 3. Mueller W. 72, 32, 4. Probst G. 72, 38.: [1693, 117, 2169, 132]
- results-entry: [1693, 581, 2197, 629]
- result-line: Luzern spielt unentschieden 9.5:9.5 Punkten.: [1693, 1148, 1944, 1163]
- entry-heading: Season-Eclectic 1979 (6 x 18 holes, Vorgabe 50%): [563, 1057, 848, 1072]
- category-label: Signori: [1168, 1215, 1209, 1231]
- category-label: I/lordo: [1693, 70, 1731, 85]
- results-entry: [563, 511, 1062, 558]
- result-line: 1. Balli F. 68 netto, 2. Borella G. 69, 3. Molina E. 71, 4. l/lordo Remsen R.: [1168, 1180, 1584, 1196]
- result-line: Bruttowertung: 1. Baur R. 84 (Clubmeister 1979), 2. Bonvin C. 86, 3. Molitor K. 88, 4. Grunder M. 91.: [1168, 799, 1667, 830]
- entry-heading: 29.9. Kunstpreis (4 ball, best ball): [1693, 1211, 1888, 1226]
- result-line: Série A 0–9: 1. Grandjean D. (7) 69, 2. Ketterer P. (8) 71, 3. Killen C. (7) 73, 4. Barbey R. (4) 74. Prix scratch: Berglund A. 76.: [39, 1272, 538, 1303]
- results-entry: [563, 652, 1062, 684]
- entry-heading: 2. Einladungs-Golfturnier für Sportprominenz von einst und heute (stableford, 18 holes): [1168, 124, 1667, 155]
- result-line: 1. Bätscher P. 41, 2. Gygax P. 39, 3. 23, 3. Lüthi P. 39, 19, 4. Ehrler K. 35.: [563, 491, 975, 506]
- result-line: 1. Wenger P. green 18 (Gewinner des Wanderpreises), 2. Grunder M. fairway 18, 3. Isler M. fairway 18, 4. Huonder H. hole 17.: [1168, 700, 1667, 731]
- result-line: Cat. II 11–20: 1. Taddei J. 34, 2. Taiana C. 33, 3. Morresi D. 33, 4. Quirici G. 33.: [1168, 1129, 1618, 1144]
- result-line: Série C 24–30: 1. Mme Bergman Eva (29) 68, 2. Mme Demaurex Miriam (24) 71, 3. Mme Berger Christine (24) 73, 4. Mme Frisk Brita (24) 77.: [39, 1224, 538, 1255]
- result-line: Série C 16–30: 1. Berruti L. (18) 68, 2. Pedroni M. (16) 70, 3. Byrne-Sutton Qu. (26) 70, 4. Meyer J.-Ch. (18) 70.: [39, 1335, 538, 1366]
- result-line: Zumikon gewinnt mit 8:4 Punkten.: [1693, 727, 1888, 742]
- result-line: Nettowertung: 1. Ficht M. 18, Nürnberg 67, 2. Brutscher T. 18, Oberstorf 73, 3. Somazzi V. 16, Blumisberg 73, 4. Rohr H.-P. 13, Davos 74.: [1168, 491, 1667, 522]
- results-entry: [39, 701, 538, 811]
- result-line: 1. de Wijs R. 175, 2. Dlugi M. 183, 3. Burkhard R. 191, 4. Bauer R. 196.: [563, 456, 967, 471]
- result-line: 1. Ehrler K. 5, 61; 2. Lehrer B. 5.5, 62.5; 3. Burkhard P. 5, 64; 4. Klingman H. 6, 66.: [563, 1089, 1033, 1104]
- category-label: Dames: [39, 1129, 77, 1145]
- result-line: Kat. B: 1. Guggenheim R. 71, 2. Mrs. Bätscher K. 72, 37, 3. Henry C. 72, 38.5, 4. Krieg M. 72, 38.5.: [563, 719, 1062, 750]
- result-line: Parini D. 78 brutto.: [1693, 85, 1801, 101]
- result-line: 1. Pro: Villiger Th., Bad Ragaz; H. Fitze hcp 7, Killer R. 16, Hofmann R. 21 134 st; 2. Pro: Maina D., Breitenloo; Harrington J. 9, Thal A. 20, Segesser W. 22 135; 3. Pro: Denny G., Zumikon; Lehrer B. 11, Schilling M. 19, Vischer J. 24 136; 4. Pro: Bauer E. Hittnau; A. Schneider 6, Meier E. 24, Mrs. Pestalozzi E. 24 139.: [563, 1203, 1062, 1265]
- entry-heading: 15.9. Gäste-Competition des G & CC Hittnau (4 ball, best ball): [563, 511, 930, 526]
- results-entry: [563, 1057, 1062, 1183]
